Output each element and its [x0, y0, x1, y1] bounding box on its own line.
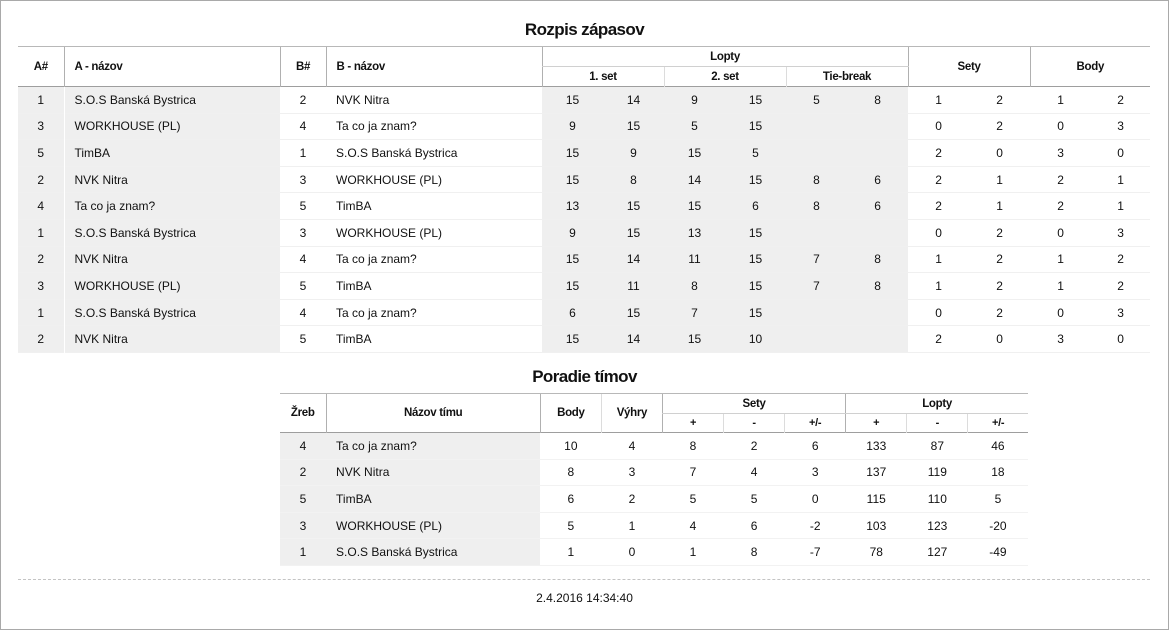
- match-row: [18, 87, 1150, 114]
- team-name: NVK Nitra: [326, 459, 540, 486]
- tiebreak-score-a: [786, 113, 847, 140]
- header-a-num: A#: [18, 47, 64, 87]
- team-wins: 0: [628, 545, 636, 560]
- match-row: [18, 246, 1150, 273]
- match-b-num: 5: [299, 278, 307, 293]
- match-b-name: WORKHOUSE (PL): [336, 225, 443, 240]
- match-a-num: 4: [18, 193, 64, 220]
- set1-score-b: 14: [603, 87, 664, 114]
- standings-title: Poradie tímov: [532, 367, 637, 386]
- sets-minus: 5: [750, 491, 758, 506]
- points-a: 3: [1057, 332, 1064, 347]
- tiebreak-score-b: 6: [847, 166, 908, 193]
- match-b-name: TimBA: [336, 199, 372, 214]
- sets-plus: 1: [689, 545, 697, 560]
- points-b: 2: [1117, 278, 1124, 293]
- match-b-name: TimBA: [336, 278, 372, 293]
- tiebreak-score-b: 8: [847, 246, 908, 273]
- matches-title: Rozpis zápasov: [524, 20, 645, 39]
- sets-won-b: 0: [996, 332, 1003, 347]
- team-wins: 1: [628, 518, 636, 533]
- sets-won-a: 1: [935, 252, 942, 267]
- match-a-num: 5: [18, 140, 64, 167]
- set2-score-b: 15: [725, 273, 786, 300]
- sets-diff: 3: [811, 465, 819, 480]
- sets-won-b: 2: [996, 225, 1003, 240]
- sets-minus: 4: [750, 465, 758, 480]
- match-b-num: 2: [299, 92, 307, 107]
- points-b: 3: [1117, 119, 1124, 134]
- match-a-num: 3: [18, 113, 64, 140]
- tiebreak-score-a: 7: [786, 273, 847, 300]
- set2-score-a: 7: [664, 299, 725, 326]
- balls-diff: 5: [994, 491, 1002, 506]
- tiebreak-score-a: 8: [786, 193, 847, 220]
- team-name: TimBA: [326, 486, 540, 513]
- sets-won-b: 0: [996, 145, 1003, 160]
- standing-row: [280, 512, 1028, 539]
- team-wins: 3: [628, 465, 636, 480]
- set1-score-b: 14: [603, 246, 664, 273]
- points-b: 3: [1117, 305, 1124, 320]
- tiebreak-score-a: 8: [786, 166, 847, 193]
- tiebreak-score-b: [847, 326, 908, 353]
- sets-won-b: 1: [996, 199, 1003, 214]
- set2-score-b: 6: [725, 193, 786, 220]
- set2-score-b: 5: [725, 140, 786, 167]
- set1-score-b: 9: [603, 140, 664, 167]
- set1-score-a: 15: [542, 140, 603, 167]
- sets-won-b: 2: [996, 278, 1003, 293]
- sets-won-a: 2: [935, 199, 942, 214]
- set2-score-b: 15: [725, 219, 786, 246]
- match-a-num: 1: [18, 299, 64, 326]
- match-b-num: 3: [299, 172, 307, 187]
- sets-minus: 6: [750, 518, 758, 533]
- points-a: 0: [1057, 225, 1064, 240]
- sets-won-b: 1: [996, 172, 1003, 187]
- balls-plus: 78: [869, 545, 883, 560]
- header-a-name: A - názov: [64, 47, 280, 87]
- match-b-name: Ta co ja znam?: [336, 119, 417, 134]
- set2-score-a: 13: [664, 219, 725, 246]
- team-points: 10: [564, 438, 578, 453]
- match-b-num: 5: [299, 199, 307, 214]
- match-a-num: 2: [18, 326, 64, 353]
- match-a-name: S.O.S Banská Bystrica: [64, 219, 280, 246]
- points-b: 1: [1117, 172, 1124, 187]
- match-row: [18, 219, 1150, 246]
- header-tiebreak: Tie-break: [786, 67, 908, 87]
- balls-minus: 110: [927, 491, 947, 506]
- team-points: 6: [567, 491, 575, 506]
- set2-score-a: 8: [664, 273, 725, 300]
- team-wins: 4: [628, 438, 636, 453]
- tiebreak-score-b: 6: [847, 193, 908, 220]
- header-b-name: B - názov: [326, 47, 542, 87]
- sets-won-a: 1: [935, 278, 942, 293]
- match-a-num: 3: [18, 273, 64, 300]
- set2-score-a: 15: [664, 140, 725, 167]
- set1-score-a: 9: [542, 113, 603, 140]
- set1-score-b: 15: [603, 193, 664, 220]
- footer-timestamp: 2.4.2016 14:34:40: [536, 591, 633, 605]
- team-name: Ta co ja znam?: [326, 433, 540, 460]
- match-a-name: WORKHOUSE (PL): [64, 273, 280, 300]
- tiebreak-score-b: [847, 219, 908, 246]
- header-b-num: B#: [280, 47, 326, 87]
- balls-diff: 18: [991, 465, 1005, 480]
- match-b-num: 4: [299, 119, 307, 134]
- set2-score-a: 15: [664, 193, 725, 220]
- set2-score-a: 15: [664, 326, 725, 353]
- set2-score-b: 10: [725, 326, 786, 353]
- match-b-name: S.O.S Banská Bystrica: [336, 145, 458, 160]
- match-b-name: Ta co ja znam?: [336, 305, 417, 320]
- tiebreak-score-b: [847, 299, 908, 326]
- points-a: 2: [1057, 199, 1064, 214]
- set2-score-a: 5: [664, 113, 725, 140]
- header-lopty: Lopty: [846, 394, 1028, 414]
- team-draw-number: 2: [280, 459, 326, 486]
- header-sety-minus: -: [724, 414, 785, 433]
- tiebreak-score-a: 7: [786, 246, 847, 273]
- set2-score-a: 14: [664, 166, 725, 193]
- header-sety: Sety: [908, 47, 1030, 87]
- header-sety-plus: +: [662, 414, 723, 433]
- sets-won-b: 2: [996, 92, 1003, 107]
- balls-plus: 133: [866, 438, 887, 453]
- match-b-num: 5: [299, 332, 307, 347]
- sets-diff: 0: [811, 491, 819, 506]
- set1-score-b: 15: [603, 299, 664, 326]
- match-row: [18, 273, 1150, 300]
- match-a-name: S.O.S Banská Bystrica: [64, 87, 280, 114]
- header-body: Body: [540, 394, 601, 433]
- balls-diff: -20: [989, 518, 1007, 533]
- header-sety: Sety: [662, 394, 845, 414]
- tiebreak-score-a: [786, 326, 847, 353]
- balls-plus: 115: [866, 491, 886, 506]
- match-row: [18, 140, 1150, 167]
- points-a: 1: [1057, 252, 1064, 267]
- set1-score-a: 15: [542, 87, 603, 114]
- team-points: 1: [567, 545, 575, 560]
- header-zreb: Žreb: [280, 394, 326, 433]
- header-lopty-plus: +: [846, 414, 907, 433]
- standing-row: [280, 539, 1028, 566]
- balls-diff: -49: [989, 545, 1007, 560]
- set2-score-b: 15: [725, 299, 786, 326]
- match-b-name: Ta co ja znam?: [336, 252, 417, 267]
- set1-score-b: 8: [603, 166, 664, 193]
- set1-score-b: 14: [603, 326, 664, 353]
- sets-won-a: 0: [935, 119, 942, 134]
- set1-score-b: 15: [603, 113, 664, 140]
- balls-minus: 119: [927, 465, 947, 480]
- sets-plus: 8: [689, 438, 697, 453]
- match-a-name: S.O.S Banská Bystrica: [64, 299, 280, 326]
- match-a-num: 1: [18, 219, 64, 246]
- match-row: [18, 193, 1150, 220]
- points-b: 0: [1117, 145, 1124, 160]
- set1-score-a: 15: [542, 166, 603, 193]
- sets-minus: 8: [750, 545, 758, 560]
- standing-row: [280, 433, 1028, 460]
- sets-won-a: 0: [935, 305, 942, 320]
- header-set2: 2. set: [664, 67, 786, 87]
- set2-score-b: 15: [725, 166, 786, 193]
- header-body: Body: [1030, 47, 1150, 87]
- set1-score-a: 15: [542, 246, 603, 273]
- points-b: 0: [1117, 332, 1124, 347]
- set1-score-a: 15: [542, 273, 603, 300]
- sets-won-b: 2: [996, 252, 1003, 267]
- team-draw-number: 5: [280, 486, 326, 513]
- set1-score-a: 6: [542, 299, 603, 326]
- set2-score-b: 15: [725, 87, 786, 114]
- points-b: 2: [1117, 92, 1124, 107]
- match-row: [18, 166, 1150, 193]
- header-lopty: Lopty: [542, 47, 908, 67]
- match-a-num: 2: [18, 246, 64, 273]
- set1-score-a: 13: [542, 193, 603, 220]
- balls-diff: 46: [991, 438, 1005, 453]
- match-b-name: TimBA: [336, 332, 372, 347]
- sets-plus: 5: [689, 491, 697, 506]
- sets-won-a: 0: [935, 225, 942, 240]
- match-a-name: TimBA: [64, 140, 280, 167]
- points-a: 2: [1057, 172, 1064, 187]
- team-draw-number: 3: [280, 512, 326, 539]
- sets-diff: -7: [809, 545, 821, 560]
- tiebreak-score-b: [847, 140, 908, 167]
- points-a: 3: [1057, 145, 1064, 160]
- standings-table: [280, 393, 1028, 566]
- match-b-num: 4: [299, 252, 307, 267]
- team-draw-number: 4: [280, 433, 326, 460]
- match-b-name: NVK Nitra: [336, 92, 390, 107]
- sets-won-a: 2: [935, 145, 942, 160]
- team-draw-number: 1: [280, 539, 326, 566]
- sets-plus: 7: [689, 465, 697, 480]
- sets-won-a: 2: [935, 332, 942, 347]
- set2-score-a: 11: [664, 246, 725, 273]
- match-row: [18, 113, 1150, 140]
- team-points: 8: [567, 465, 575, 480]
- footer-divider: [18, 579, 1150, 580]
- team-name: S.O.S Banská Bystrica: [326, 539, 540, 566]
- set1-score-a: 15: [542, 326, 603, 353]
- match-b-num: 1: [299, 145, 307, 160]
- points-a: 0: [1057, 119, 1064, 134]
- tiebreak-score-b: 8: [847, 87, 908, 114]
- points-b: 3: [1117, 225, 1124, 240]
- points-b: 1: [1117, 199, 1124, 214]
- set2-score-a: 9: [664, 87, 725, 114]
- header-lopty-diff: +/-: [968, 414, 1028, 433]
- points-b: 2: [1117, 252, 1124, 267]
- set2-score-b: 15: [725, 113, 786, 140]
- tiebreak-score-b: 8: [847, 273, 908, 300]
- set1-score-b: 11: [603, 273, 664, 300]
- tiebreak-score-b: [847, 113, 908, 140]
- match-a-name: NVK Nitra: [64, 246, 280, 273]
- standing-row: [280, 459, 1028, 486]
- match-a-name: WORKHOUSE (PL): [64, 113, 280, 140]
- sets-minus: 2: [750, 438, 758, 453]
- sets-won-b: 2: [996, 119, 1003, 134]
- balls-plus: 103: [866, 518, 887, 533]
- sets-diff: -2: [809, 518, 821, 533]
- balls-minus: 87: [930, 438, 944, 453]
- set1-score-a: 9: [542, 219, 603, 246]
- tiebreak-score-a: [786, 140, 847, 167]
- tiebreak-score-a: 5: [786, 87, 847, 114]
- header-lopty-minus: -: [907, 414, 968, 433]
- sets-plus: 4: [689, 518, 697, 533]
- matches-table: [18, 46, 1150, 353]
- points-a: 1: [1057, 92, 1064, 107]
- set2-score-b: 15: [725, 246, 786, 273]
- set1-score-b: 15: [603, 219, 664, 246]
- match-row: [18, 326, 1150, 353]
- match-a-name: NVK Nitra: [64, 326, 280, 353]
- header-team-name: Názov tímu: [326, 394, 540, 433]
- tiebreak-score-a: [786, 219, 847, 246]
- header-vyhry: Výhry: [601, 394, 662, 433]
- points-a: 0: [1057, 305, 1064, 320]
- match-b-num: 4: [299, 305, 307, 320]
- header-sety-diff: +/-: [785, 414, 846, 433]
- team-points: 5: [567, 518, 575, 533]
- tiebreak-score-a: [786, 299, 847, 326]
- sets-diff: 6: [811, 438, 819, 453]
- match-a-num: 2: [18, 166, 64, 193]
- standing-row: [280, 486, 1028, 513]
- match-row: [18, 299, 1150, 326]
- balls-minus: 123: [927, 518, 948, 533]
- sets-won-b: 2: [996, 305, 1003, 320]
- match-a-name: NVK Nitra: [64, 166, 280, 193]
- match-a-name: Ta co ja znam?: [64, 193, 280, 220]
- team-name: WORKHOUSE (PL): [326, 512, 540, 539]
- header-set1: 1. set: [542, 67, 664, 87]
- match-b-name: WORKHOUSE (PL): [336, 172, 443, 187]
- match-b-num: 3: [299, 225, 307, 240]
- team-wins: 2: [628, 491, 636, 506]
- points-a: 1: [1057, 278, 1064, 293]
- balls-plus: 137: [866, 465, 887, 480]
- sets-won-a: 2: [935, 172, 942, 187]
- balls-minus: 127: [927, 545, 948, 560]
- sets-won-a: 1: [935, 92, 942, 107]
- match-a-num: 1: [18, 87, 64, 114]
